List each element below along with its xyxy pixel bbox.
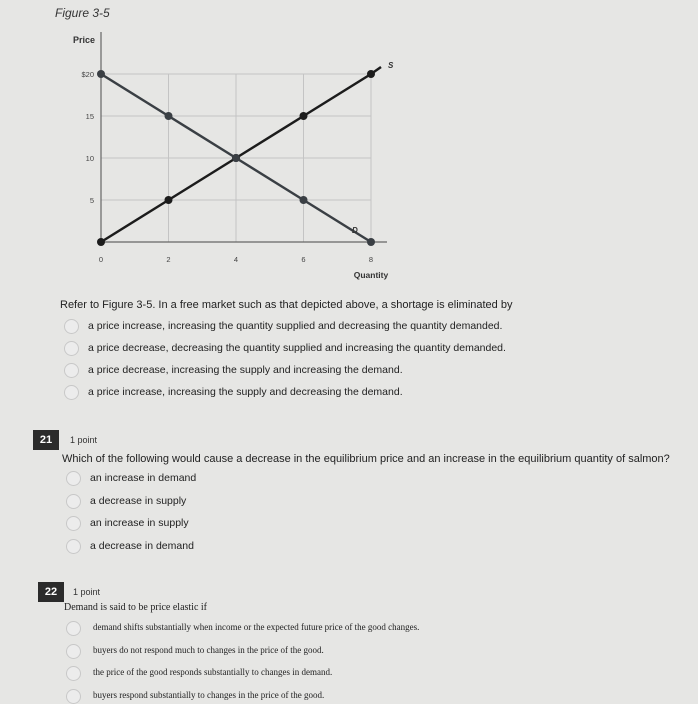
q22-points: 1 point xyxy=(73,587,101,597)
y-axis-label: Price xyxy=(72,35,95,45)
q20-option-radio[interactable] xyxy=(64,341,79,356)
data-point-D xyxy=(97,70,105,78)
q22-option-label[interactable]: demand shifts substantially when income or the expected future price of the good changes. xyxy=(93,622,420,632)
q20-option-label[interactable]: a price increase, increasing the supply and decreasing the demand. xyxy=(88,386,403,398)
q21-option-label[interactable]: a decrease in demand xyxy=(90,539,194,552)
q21-option-radio[interactable] xyxy=(66,471,81,486)
y-tick-label: 5 xyxy=(89,196,94,205)
figure-title: Figure 3-5 xyxy=(55,6,110,20)
q22-option-radio[interactable] xyxy=(66,689,81,704)
q21-option-label[interactable]: an increase in demand xyxy=(90,472,197,484)
data-point-D xyxy=(165,112,173,120)
x-axis-label: Quantity xyxy=(353,270,389,280)
q22-option-label[interactable]: the price of the good responds substantially to changes in demand. xyxy=(93,667,333,677)
series-label-D: D xyxy=(352,226,358,235)
data-point-D xyxy=(300,196,308,204)
q21-number-badge: 21 xyxy=(33,430,59,450)
series-line-S xyxy=(101,67,381,242)
q21-option-radio[interactable] xyxy=(66,494,81,509)
q20-option-label[interactable]: a price increase, increasing the quantity supplied and decreasing the quantity demanded. xyxy=(88,320,503,332)
data-point-S xyxy=(367,70,375,78)
x-tick-label: 4 xyxy=(233,255,239,264)
data-point-S xyxy=(300,112,308,120)
q22-option-radio[interactable] xyxy=(66,621,81,636)
q22-option-label[interactable]: buyers do not respond much to changes in the price of the good. xyxy=(93,644,324,655)
q22-option-radio[interactable] xyxy=(66,644,81,659)
data-point-D xyxy=(367,238,375,246)
q21-question: Which of the following would cause a decrease in the equilibrium price and an increase in the equilibrium quantity of salmon? xyxy=(62,453,670,465)
q21-points: 1 point xyxy=(70,435,98,445)
q21-option-radio[interactable] xyxy=(66,516,81,531)
q20-option-label[interactable]: a price decrease, decreasing the quantity supplied and increasing the quantity demanded. xyxy=(88,342,506,354)
q21-option-label[interactable]: an increase in supply xyxy=(90,517,189,529)
y-tick-label: $20 xyxy=(81,70,94,79)
q20-option-radio[interactable] xyxy=(64,385,79,400)
data-point-S xyxy=(97,238,105,246)
q21-option-radio[interactable] xyxy=(66,539,81,554)
q22-option-radio[interactable] xyxy=(66,666,81,681)
q22-question: Demand is said to be price elastic if xyxy=(64,602,208,613)
series-label-S: S xyxy=(388,61,394,70)
supply-demand-chart xyxy=(0,0,698,290)
x-tick-label: 6 xyxy=(301,255,306,264)
q20-option-radio[interactable] xyxy=(64,319,79,334)
x-tick-label: 2 xyxy=(166,255,171,264)
x-tick-label: 0 xyxy=(98,255,104,264)
q20-question: Refer to Figure 3-5. In a free market such as that depicted above, a shortage is eliminated by xyxy=(60,299,513,311)
y-tick-label: 15 xyxy=(85,112,94,121)
x-tick-label: 8 xyxy=(368,255,374,264)
q22-number-badge: 22 xyxy=(38,582,64,602)
data-point-S xyxy=(165,196,173,204)
q20-option-radio[interactable] xyxy=(64,363,79,378)
data-point-D xyxy=(232,154,240,162)
q22-option-label[interactable]: buyers respond substantially to changes in the price of the good. xyxy=(93,689,325,700)
y-tick-label: 10 xyxy=(85,154,94,163)
q21-option-label[interactable]: a decrease in supply xyxy=(90,494,187,507)
q20-option-label[interactable]: a price decrease, increasing the supply and increasing the demand. xyxy=(88,364,403,376)
